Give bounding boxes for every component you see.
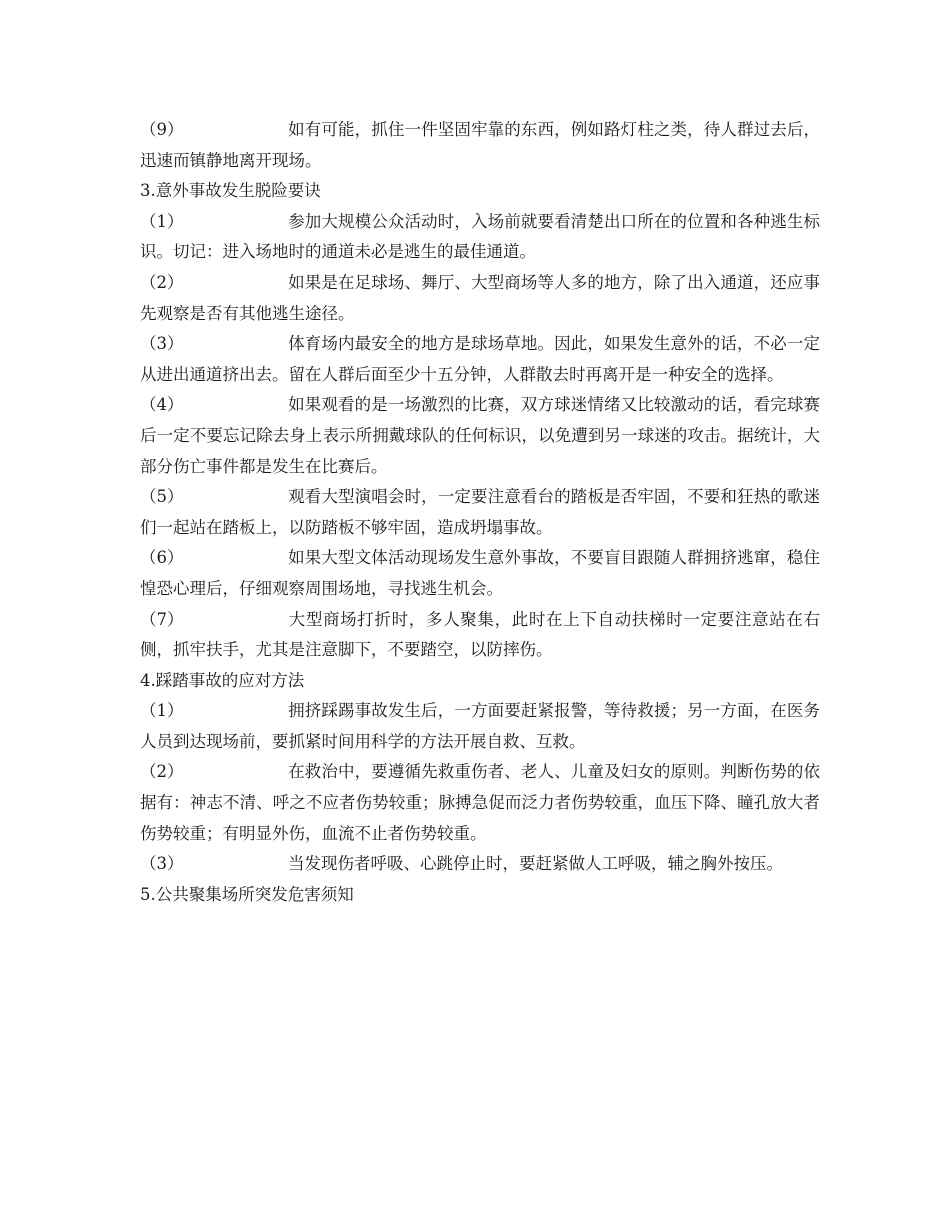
- list-item: [140, 696, 820, 757]
- item-number: （1）: [140, 211, 184, 231]
- item-number: （3）: [140, 854, 184, 874]
- item-number: （7）: [140, 609, 184, 629]
- section-heading: 3.意外事故发生脱险要诀: [140, 181, 321, 201]
- list-item: [140, 268, 820, 329]
- list-item: [140, 543, 820, 604]
- item-number: （2）: [140, 272, 184, 292]
- list-item: [140, 757, 820, 849]
- item-number: （6）: [140, 548, 184, 568]
- item-number: （1）: [140, 701, 184, 721]
- item-text: 参加大规模公众活动时，入场前就要看清楚出口所在的位置和各种逃生标识。切记：进入场地时的通道未必是逃生的最佳通道。: [140, 211, 820, 262]
- item-text: 观看大型演唱会时，一定要注意看台的踏板是否牢固，不要和狂热的歌迷们一起站在踏板上，以防踏板不够牢固，造成坍塌事故。: [140, 487, 820, 537]
- list-item: [140, 329, 820, 390]
- list-item: [140, 849, 820, 880]
- item-text: 在救治中，要遵循先救重伤者、老人、儿童及妇女的原则。判断伤势的依据有：神志不清、呼之不应者伤势较重；脉搏急促而泛力者伤势较重，血压下降、瞳孔放大者伤势较重；有明显外伤，血流不止者伤势较重。: [140, 762, 820, 843]
- list-item: [140, 207, 820, 268]
- item-text: 当发现伤者呼吸、心跳停止时，要赶紧做人工呼吸，辅之胸外按压。: [288, 854, 783, 874]
- item-text: 如有可能，抓住一件坚固牢靠的东西，例如路灯柱之类，待人群过去后，迅速而镇静地离开现场。: [140, 120, 820, 170]
- item-number: （5）: [140, 487, 184, 507]
- item-text: 大型商场打折时，多人聚集，此时在上下自动扶梯时一定要注意站在右侧，抓牢扶手，尤其是注意脚下，不要踏空，以防摔伤。: [140, 609, 820, 660]
- item-text: 拥挤踩踢事故发生后，一方面要赶紧报警，等待救援；另一方面，在医务人员到达现场前，要抓紧时间用科学的方法开展自救、互救。: [140, 701, 820, 751]
- list-item: [140, 482, 820, 543]
- item-text: 体育场内最安全的地方是球场草地。因此，如果发生意外的话，不必一定从进出通道挤出去。留在人群后面至少十五分钟，人群散去时再离开是一种安全的选择。: [140, 334, 820, 384]
- item-number: （4）: [140, 395, 184, 415]
- item-text: 如果大型文体活动现场发生意外事故，不要盲目跟随人群拥挤逃窜，稳住惶恐心理后，仔细观察周围场地，寻找逃生机会。: [140, 548, 820, 598]
- section-heading: 4.踩踏事故的应对方法: [140, 670, 305, 690]
- item-text: 如果是在足球场、舞厅、大型商场等人多的地方，除了出入通道，还应事先观察是否有其他逃生途径。: [140, 272, 820, 323]
- section-heading: 5.公共聚集场所突发危害须知: [140, 884, 354, 904]
- list-item: [140, 390, 820, 482]
- document-body: [140, 115, 820, 910]
- list-item: [140, 605, 820, 666]
- item-text: 如果观看的是一场激烈的比赛，双方球迷情绪又比较激动的话，看完球赛后一定不要忘记除去身上表示所拥戴球队的任何标识，以免遭到另一球迷的攻击。据统计，大部分伤亡事件都是发生在比赛后。: [140, 395, 820, 476]
- item-number: （9）: [140, 120, 184, 139]
- item-number: （3）: [140, 334, 184, 354]
- item-number: （2）: [140, 762, 184, 782]
- list-item: [140, 115, 820, 176]
